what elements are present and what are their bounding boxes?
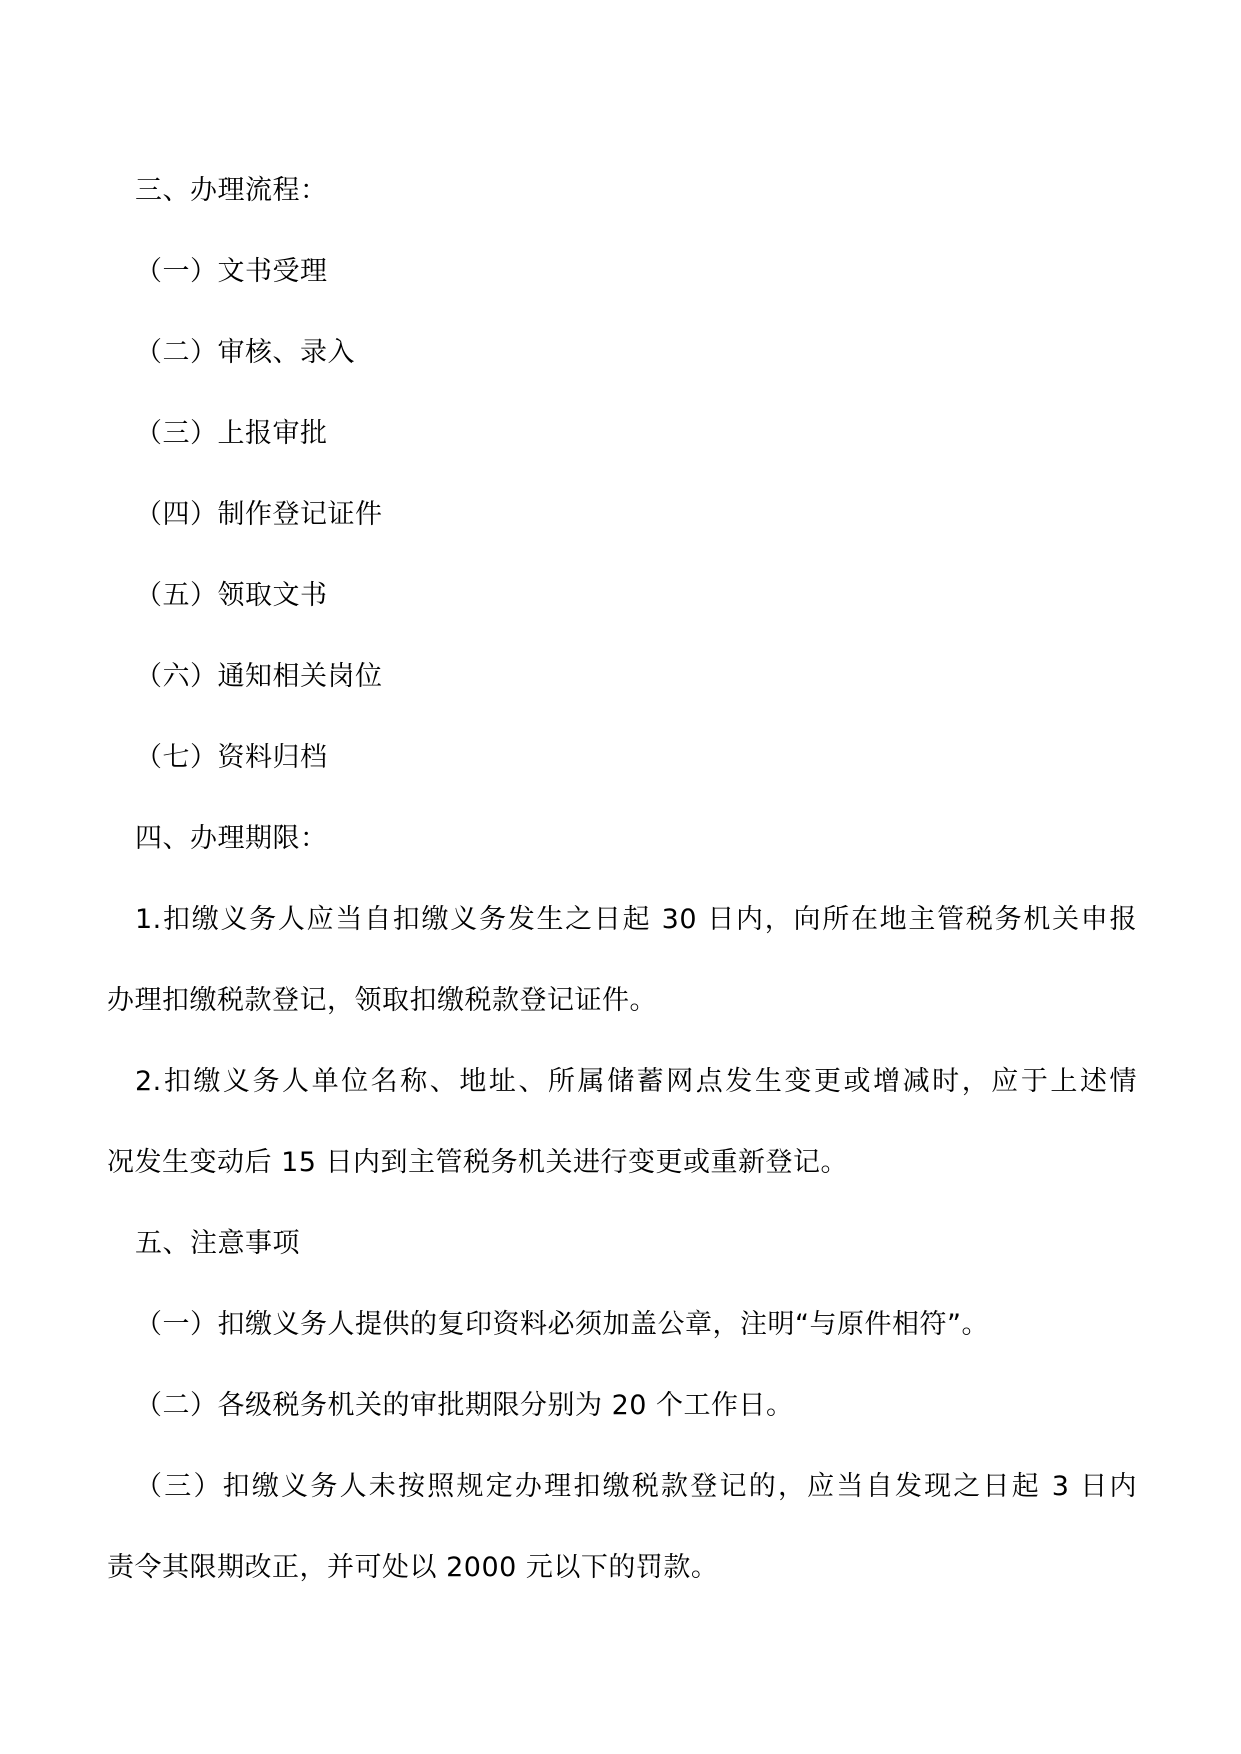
section-heading-process: 三、办理流程： <box>135 175 328 206</box>
note-2: （二）各级税务机关的审批期限分别为 20 个工作日。 <box>135 1390 794 1421</box>
deadline-item-2-line-1: 2.扣缴义务人单位名称、地址、所属储蓄网点发生变更或增减时，应于上述情 <box>135 1066 1137 1097</box>
section-heading-deadline: 四、办理期限： <box>135 823 328 854</box>
process-step-6: （六）通知相关岗位 <box>135 661 383 692</box>
section-heading-notes: 五、注意事项 <box>135 1228 300 1259</box>
process-step-1: （一）文书受理 <box>135 256 328 287</box>
deadline-item-1-line-1: 1.扣缴义务人应当自扣缴义务发生之日起 30 日内，向所在地主管税务机关申报 <box>135 904 1137 935</box>
deadline-item-1-line-2: 办理扣缴税款登记，领取扣缴税款登记证件。 <box>107 985 657 1016</box>
process-step-3: （三）上报审批 <box>135 418 328 449</box>
note-3-line-1: （三）扣缴义务人未按照规定办理扣缴税款登记的，应当自发现之日起 3 日内 <box>135 1471 1137 1502</box>
process-step-4: （四）制作登记证件 <box>135 499 383 530</box>
deadline-item-2-line-2: 况发生变动后 15 日内到主管税务机关进行变更或重新登记。 <box>107 1147 849 1178</box>
process-step-2: （二）审核、录入 <box>135 337 355 368</box>
note-1: （一）扣缴义务人提供的复印资料必须加盖公章，注明“与原件相符”。 <box>135 1309 989 1340</box>
note-3-line-2: 责令其限期改正，并可处以 2000 元以下的罚款。 <box>107 1552 719 1583</box>
process-step-7: （七）资料归档 <box>135 742 328 773</box>
process-step-5: （五）领取文书 <box>135 580 328 611</box>
